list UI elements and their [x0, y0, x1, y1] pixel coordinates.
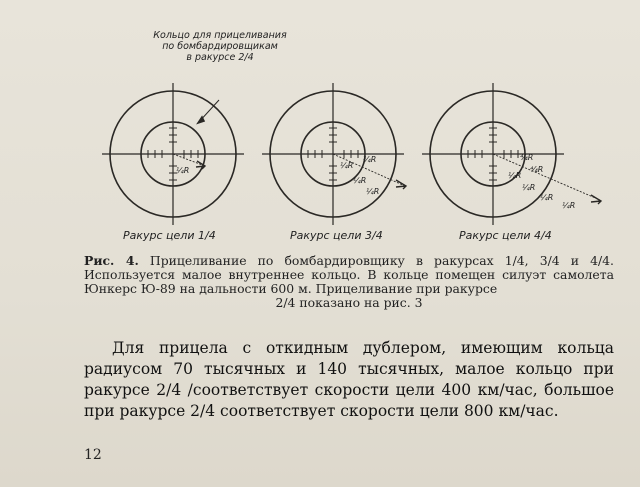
panel-2-label: Ракурс цели 3/4	[290, 229, 383, 242]
panel-1-label: Ракурс цели 1/4	[123, 229, 216, 242]
mark-3-4: ¼R	[522, 183, 536, 192]
caption-last-line: 2/4 показано на рис. 3	[275, 295, 423, 310]
reticle-panel-2	[262, 83, 406, 225]
callout-label	[145, 30, 295, 63]
mark-2-2: ¼R	[340, 161, 354, 170]
mark-3-2: ⁴⁄₄R	[530, 165, 544, 174]
panel-3-label: Ракурс цели 4/4	[459, 229, 552, 242]
callout-line-3: в ракурсе 2/4	[186, 52, 254, 63]
mark-3-3: ¼R	[508, 171, 522, 180]
callout-line-1: Кольцо для прицеливания	[153, 30, 287, 41]
page-number: 12	[84, 447, 102, 463]
mark-2-1: ¾R	[363, 155, 377, 164]
mark-3-6: ¼R	[562, 201, 576, 210]
body-paragraph	[84, 338, 614, 422]
callout-line-2: по бомбардировщикам	[162, 41, 278, 52]
body-paragraph-text: Для прицела с откидным дублером, имеющим кольца радиусом 70 тысячных и 140 тысячных, малое кольцо при ракурсе 2/4 /соответствует скорости цели 400 км/час, большое при ракурсе 2/4 соответствует скорости цели 800 км/час.	[84, 339, 614, 420]
mark-2-3: ¼R	[353, 176, 367, 185]
reticle-panel-1	[102, 83, 244, 225]
caption-text: Прицеливание по бомбардировщику в ракурсах 1/4, 3/4 и 4/4. Используется малое внутреннее кольцо. В кольце помещен силуэт самолета Юнкерс Ю-89 на дальности 600 м. Прицеливание при ракурсе	[84, 253, 614, 296]
mark-2-4: ¼R	[366, 187, 380, 196]
figure-caption	[84, 254, 614, 310]
figure-number: Рис. 4.	[84, 253, 139, 268]
mark-3-5: ¼R	[540, 193, 554, 202]
mark-1-1: ¼R	[176, 166, 190, 175]
mark-3-1: ⁴⁄₄R	[520, 153, 534, 162]
